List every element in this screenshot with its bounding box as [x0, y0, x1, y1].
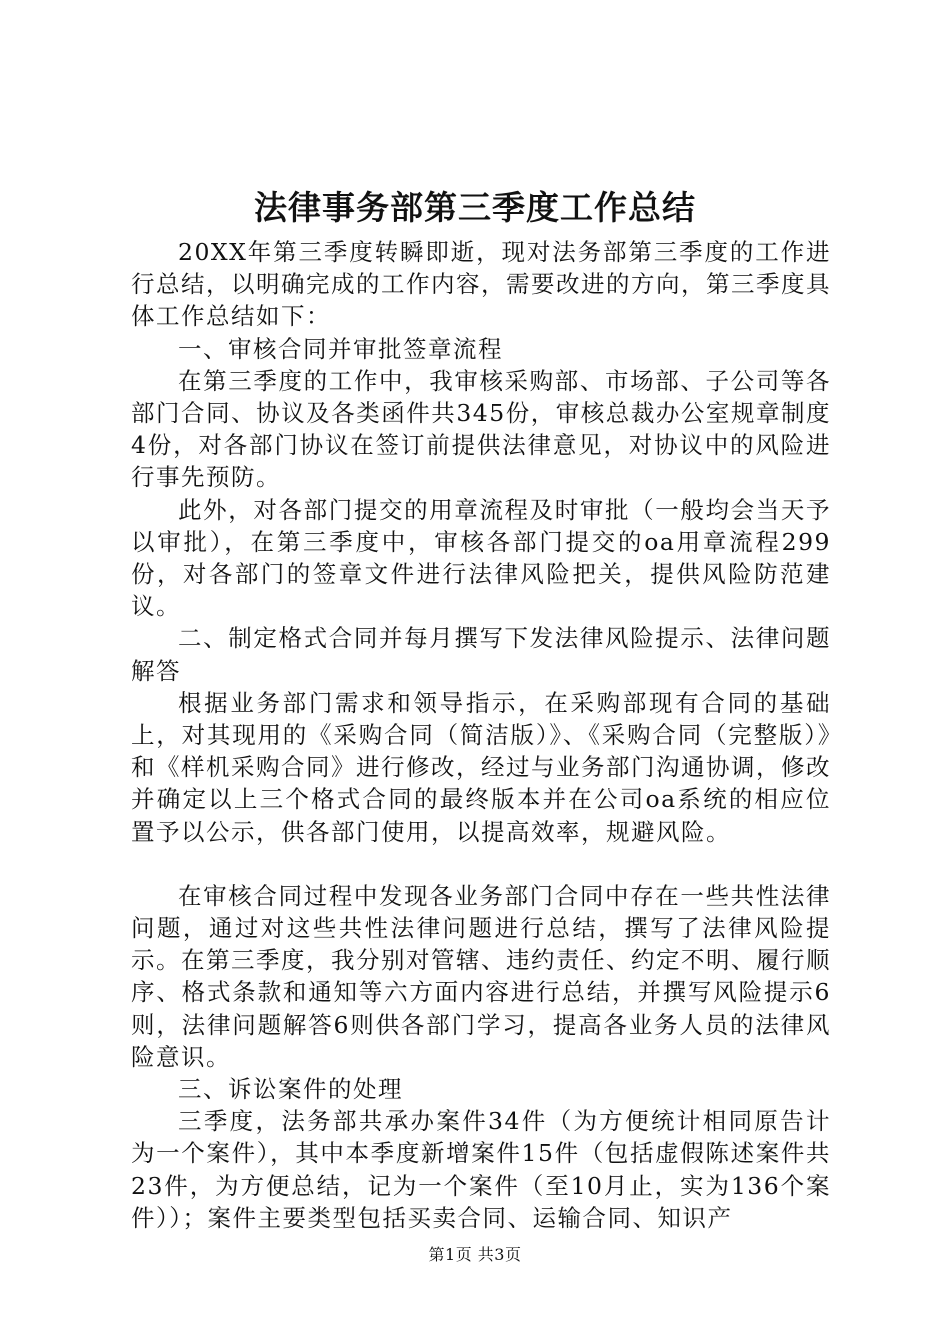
document-title: 法律事务部第三季度工作总结 — [254, 188, 696, 227]
paragraph-gap — [131, 848, 831, 880]
document-body — [131, 236, 831, 1234]
section-heading-1: 一、审核合同并审批签章流程 — [178, 334, 503, 363]
body-paragraph: 三季度，法务部共承办案件34件（为方便统计相同原告计为一个案件），其中本季度新增案件15件（包括虚假陈述案件共23件，为方便总结，记为一个案件（至10月止，实为136个案件））；案件主要类型包括买卖合同、运输合同、知识产 — [131, 1107, 831, 1232]
intro-paragraph: 20XX年第三季度转瞬即逝，现对法务部第三季度的工作进行总结，以明确完成的工作内容，需要改进的方向，第三季度具体工作总结如下： — [131, 238, 831, 331]
body-paragraph: 在审核合同过程中发现各业务部门合同中存在一些共性法律问题，通过对这些共性法律问题进行总结，撰写了法律风险提示。在第三季度，我分别对管辖、违约责任、约定不明、履行顺序、格式条款和通知等六方面内容进行总结，并撰写风险提示6则，法律问题解答6则供各部门学习，提高各业务人员的法律风险意识。 — [131, 881, 831, 1071]
section-heading-2: 二、制定格式合同并每月撰写下发法律风险提示、法律问题解答 — [131, 624, 831, 685]
section-heading-3: 三、诉讼案件的处理 — [178, 1075, 403, 1104]
body-paragraph: 根据业务部门需求和领导指示，在采购部现有合同的基础上，对其现用的《采购合同（简洁版）》、《采购合同（完整版）》和《样机采购合同》进行修改，经过与业务部门沟通协调，修改并确定以上三个格式合同的最终版本并在公司oa系统的相应位置予以公示，供各部门使用，以提高效率，规避风险。 — [131, 688, 831, 846]
body-paragraph: 此外，对各部门提交的用章流程及时审批（一般均会当天予以审批），在第三季度中，审核各部门提交的oa用章流程299份，对各部门的签章文件进行法律风险把关，提供风险防范建议。 — [131, 495, 831, 621]
body-paragraph: 在第三季度的工作中，我审核采购部、市场部、子公司等各部门合同、协议及各类函件共345份，审核总裁办公室规章制度4份，对各部门协议在签订前提供法律意见，对协议中的风险进行事先预防。 — [131, 366, 831, 492]
page-number-footer: 第1页 共3页 — [428, 1245, 522, 1264]
